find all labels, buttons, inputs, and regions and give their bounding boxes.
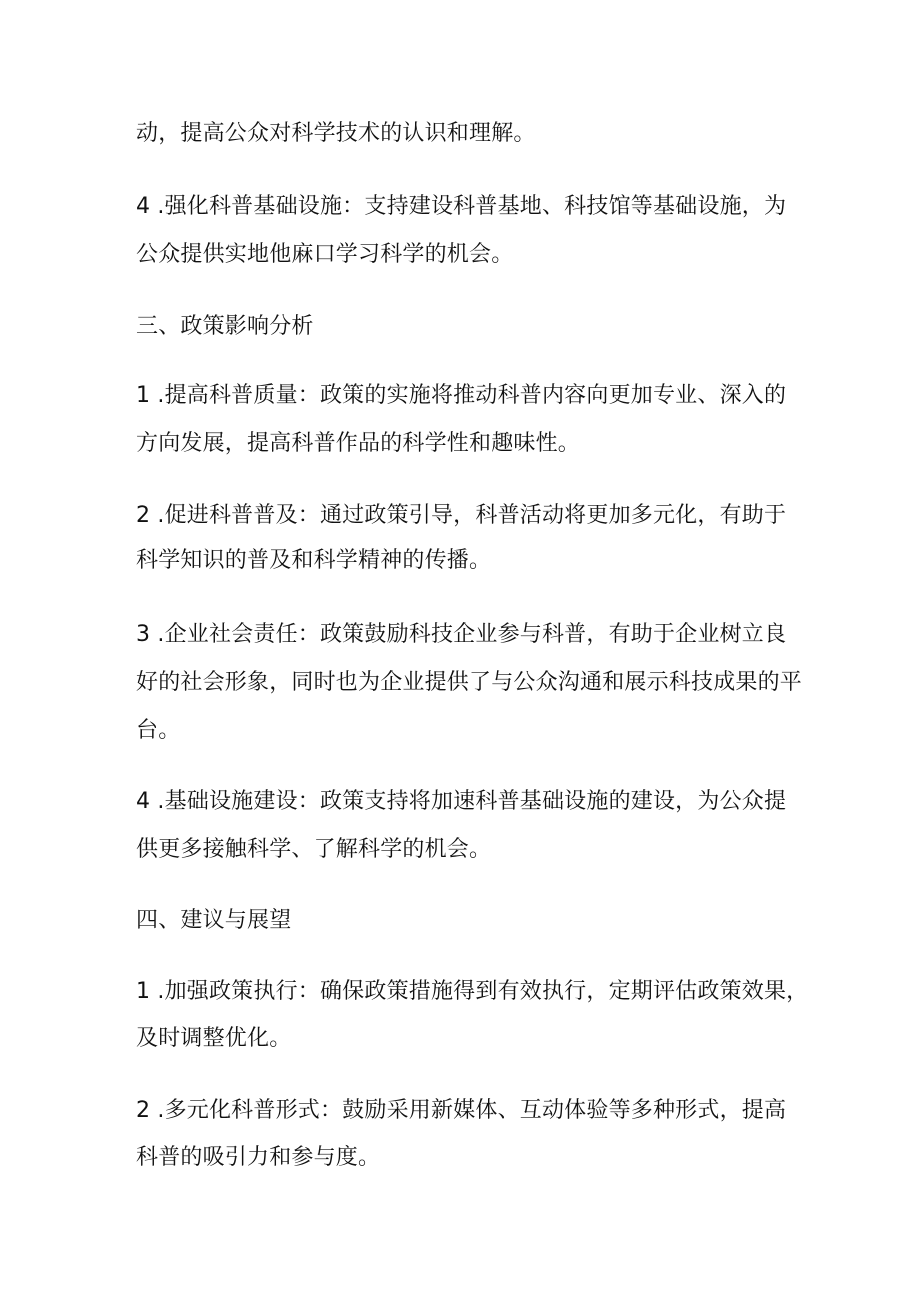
list-item-line: 好的社会形象，同时也为企业提供了与公众沟通和展示科技成果的平 <box>136 670 803 695</box>
list-item-line: 方向发展，提高科普作品的科学性和趣味性。 <box>136 431 581 456</box>
list-item-line: 1 .加强政策执行：确保政策措施得到有效执行，定期评估政策效果， <box>136 979 809 1004</box>
list-item-line: 4 .基础设施建设：政策支持将加速科普基础设施的建设，为公众提 <box>136 789 787 814</box>
section-heading: 四、建议与展望 <box>136 908 292 933</box>
list-item-line: 1 .提高科普质量：政策的实施将推动科普内容向更加专业、深入的 <box>136 383 787 408</box>
list-item-line: 4 .强化科普基础设施：支持建设科普基地、科技馆等基础设施，为 <box>136 194 787 219</box>
section-heading: 三、政策影响分析 <box>136 314 314 339</box>
list-item-line: 2 .促进科普普及：通过政策引导，科普活动将更加多元化，有助于 <box>136 503 787 528</box>
list-item-line: 科普的吸引力和参与度。 <box>136 1145 381 1170</box>
list-item-line: 3 .企业社会责任：政策鼓励科技企业参与科普，有助于企业树立良 <box>136 622 787 647</box>
list-item-line: 供更多接触科学、了解科学的机会。 <box>136 837 492 862</box>
list-item-line: 公众提供实地他麻口学习科学的机会。 <box>136 242 514 267</box>
list-item-line: 及时调整优化。 <box>136 1026 292 1051</box>
list-item-line: 台。 <box>136 718 181 743</box>
list-item-line: 科学知识的普及和科学精神的传播。 <box>136 548 492 573</box>
paragraph-line: 动，提高公众对科学技术的认识和理解。 <box>136 121 536 146</box>
list-item-line: 2 .多元化科普形式：鼓励采用新媒体、互动体验等多种形式，提高 <box>136 1098 787 1123</box>
